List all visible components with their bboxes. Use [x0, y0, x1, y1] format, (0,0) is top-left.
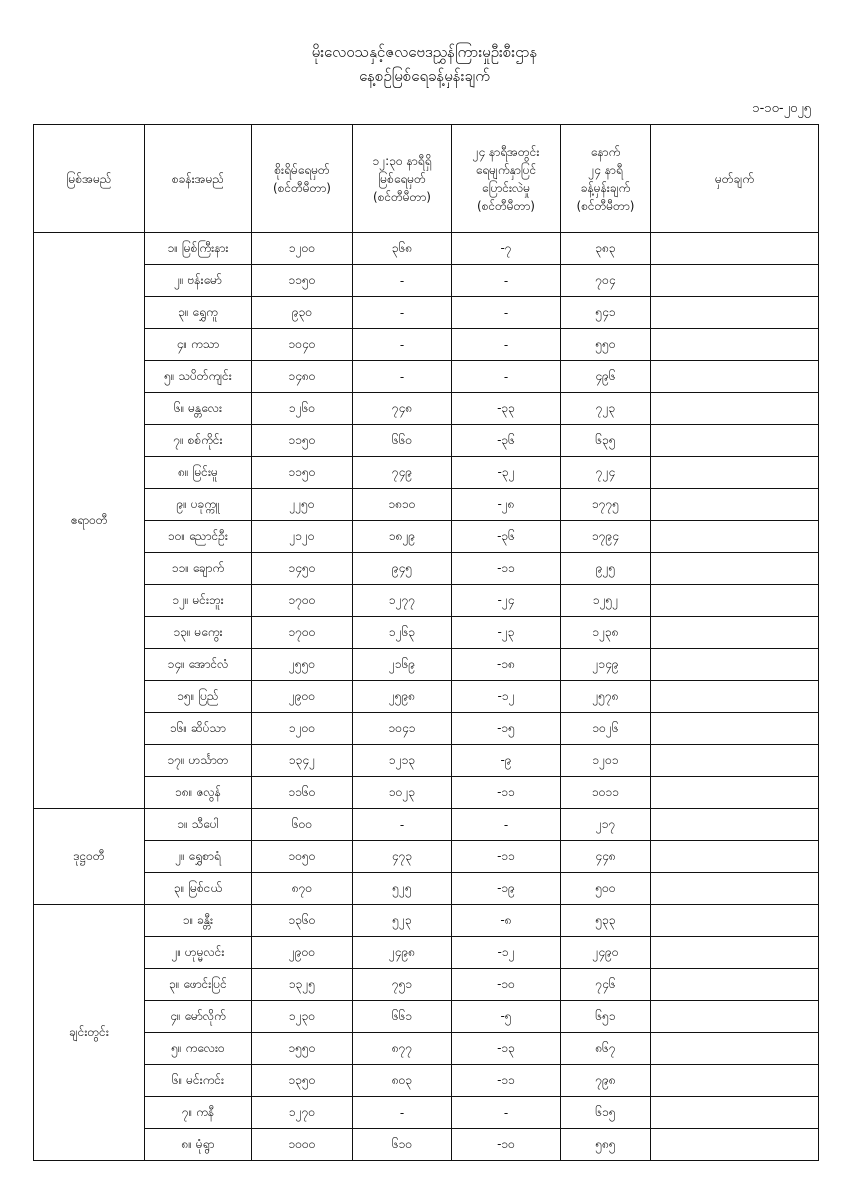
table-row	[34, 841, 819, 873]
water-level-cell: -	[353, 329, 452, 361]
remark-cell	[651, 681, 819, 713]
table-row	[34, 233, 819, 265]
forecast-cell: ၆၃၅	[561, 425, 651, 457]
station-cell: ၂။ ဟုမ္မလင်း	[145, 937, 252, 969]
danger-level-cell: ၁၃၂၅	[252, 969, 353, 1001]
table-row	[34, 649, 819, 681]
water-level-cell: -	[353, 1097, 452, 1129]
table-row	[34, 553, 819, 585]
table-row	[34, 809, 819, 841]
station-cell: ၆။ မန္တလေး	[145, 393, 252, 425]
danger-level-cell: ၁၅၅၀	[252, 1033, 353, 1065]
water-level-cell: ၁၀၄၁	[353, 713, 452, 745]
table-row	[34, 489, 819, 521]
water-level-cell: ၁၂၇၇	[353, 585, 452, 617]
table-body	[34, 233, 819, 1161]
table-row	[34, 745, 819, 777]
table-row	[34, 617, 819, 649]
forecast-cell: ၇၂၃	[561, 393, 651, 425]
remark-cell	[651, 905, 819, 937]
change-cell: -၅	[452, 1001, 561, 1033]
change-cell: -၁၁	[452, 841, 561, 873]
water-level-cell: ၈၀၃	[353, 1065, 452, 1097]
remark-cell	[651, 1129, 819, 1161]
danger-level-cell: ၁၀၀၀	[252, 1129, 353, 1161]
forecast-cell: ၈၆၇	[561, 1033, 651, 1065]
change-cell: -	[452, 1097, 561, 1129]
station-cell: ၇။ ကနီ	[145, 1097, 252, 1129]
forecast-cell: ၅၅၀	[561, 329, 651, 361]
forecast-cell: ၅၄၁	[561, 297, 651, 329]
forecast-cell: ၁၂၅၂	[561, 585, 651, 617]
water-level-cell: ၂၁၆၉	[353, 649, 452, 681]
forecast-cell: ၇၂၄	[561, 457, 651, 489]
forecast-cell: ၇၀၄	[561, 265, 651, 297]
change-cell: -၇	[452, 233, 561, 265]
table-row	[34, 361, 819, 393]
change-cell: -၁၅	[452, 713, 561, 745]
change-cell: -၁၀	[452, 969, 561, 1001]
forecast-cell: ၇၉၈	[561, 1065, 651, 1097]
danger-level-cell: ၆၀၀	[252, 809, 353, 841]
danger-level-cell: ၂၂၅၀	[252, 489, 353, 521]
change-cell: -၁၃	[452, 1033, 561, 1065]
water-level-cell: ၄၇၃	[353, 841, 452, 873]
table-row	[34, 1097, 819, 1129]
danger-level-cell: ၁၃၅၀	[252, 1065, 353, 1097]
station-cell: ၁၂။ မင်းဘူး	[145, 585, 252, 617]
water-level-cell: ၁၂၆၃	[353, 617, 452, 649]
table-row	[34, 329, 819, 361]
water-level-cell: -	[353, 265, 452, 297]
danger-level-cell: ၁၇၀၀	[252, 585, 353, 617]
station-cell: ၉။ ပခုက္ကူ	[145, 489, 252, 521]
remark-cell	[651, 713, 819, 745]
danger-level-cell: ၁၂၀၀	[252, 233, 353, 265]
change-cell: -၂၃	[452, 617, 561, 649]
forecast-cell: ၁၂၀၁	[561, 745, 651, 777]
station-cell: ၄။ ကသာ	[145, 329, 252, 361]
change-cell: -	[452, 809, 561, 841]
change-cell: -	[452, 297, 561, 329]
danger-level-cell: ၁၁၆၀	[252, 777, 353, 809]
header-level-1230: ၁၂:၃၀ နာရီရှိ မြစ်ရေမှတ် (စင်တီမီတာ)	[353, 125, 452, 233]
water-level-cell: ၉၄၅	[353, 553, 452, 585]
forecast-cell: ၂၁၇	[561, 809, 651, 841]
table-row	[34, 1129, 819, 1161]
water-level-cell: -	[353, 361, 452, 393]
table-row	[34, 681, 819, 713]
danger-level-cell: ၁၁၅၀	[252, 425, 353, 457]
remark-cell	[651, 649, 819, 681]
table-row	[34, 265, 819, 297]
danger-level-cell: ၁၂၇၀	[252, 1097, 353, 1129]
station-cell: ၇။ စစ်ကိုင်း	[145, 425, 252, 457]
header-forecast-24h: နောက် ၂၄ နာရီ ခန့်မှန်းချက် (စင်တီမီတာ)	[561, 125, 651, 233]
table-row	[34, 393, 819, 425]
report-date: ၁-၁၀-၂၀၂၅	[752, 101, 811, 116]
forecast-cell: ၇၄၆	[561, 969, 651, 1001]
header-change-24h: ၂၄ နာရီအတွင်း ရေမျက်နှာပြင် ပြောင်းလဲမှု (စင်တီမီတာ)	[452, 125, 561, 233]
remark-cell	[651, 585, 819, 617]
remark-cell	[651, 1001, 819, 1033]
danger-level-cell: ၁၀၅၀	[252, 841, 353, 873]
water-level-cell: -	[353, 809, 452, 841]
forecast-cell: ၄၉၆	[561, 361, 651, 393]
station-cell: ၁၀။ ညောင်ဦး	[145, 521, 252, 553]
forecast-cell: ၆၅၁	[561, 1001, 651, 1033]
table-row	[34, 585, 819, 617]
table-row	[34, 457, 819, 489]
remark-cell	[651, 265, 819, 297]
danger-level-cell: ၁၀၄၀	[252, 329, 353, 361]
station-cell: ၁၃။ မကွေး	[145, 617, 252, 649]
danger-level-cell: ၂၅၅၀	[252, 649, 353, 681]
river-level-table	[33, 124, 819, 1161]
remark-cell	[651, 457, 819, 489]
report-title: မိုးလေဝသနှင့်ဇလဗေဒညွှန်ကြားမှုဦးစီးဌာန	[311, 43, 538, 61]
danger-level-cell: ၉၃၀	[252, 297, 353, 329]
remark-cell	[651, 937, 819, 969]
table-row	[34, 297, 819, 329]
station-cell: ၁။ သီပေါ	[145, 809, 252, 841]
remark-cell	[651, 393, 819, 425]
station-cell: ၁။ မြစ်ကြီးနား	[145, 233, 252, 265]
station-cell: ၂။ ဗန်းမော်	[145, 265, 252, 297]
table-row	[34, 1001, 819, 1033]
water-level-cell: -	[353, 297, 452, 329]
change-cell: -၂၈	[452, 489, 561, 521]
station-cell: ၈။ မြင်းမူ	[145, 457, 252, 489]
remark-cell	[651, 553, 819, 585]
header-river: မြစ်အမည်	[34, 125, 145, 233]
table-row	[34, 969, 819, 1001]
remark-cell	[651, 841, 819, 873]
change-cell: -၁၉	[452, 873, 561, 905]
change-cell: -၃၆	[452, 425, 561, 457]
water-level-cell: ၆၁၀	[353, 1129, 452, 1161]
river-name-cell: ချင်းတွင်း	[34, 905, 145, 1161]
change-cell: -၁၂	[452, 681, 561, 713]
forecast-cell: ၁၇၇၅	[561, 489, 651, 521]
station-cell: ၁၄။ အောင်လံ	[145, 649, 252, 681]
change-cell: -	[452, 329, 561, 361]
change-cell: -၁၈	[452, 649, 561, 681]
change-cell: -၁၁	[452, 553, 561, 585]
remark-cell	[651, 425, 819, 457]
remark-cell	[651, 297, 819, 329]
water-level-cell: ၃၆၈	[353, 233, 452, 265]
danger-level-cell: ၁၁၅၀	[252, 457, 353, 489]
forecast-cell: ၅၈၅	[561, 1129, 651, 1161]
water-level-cell: ၁၀၂၃	[353, 777, 452, 809]
danger-level-cell: ၁၄၈၀	[252, 361, 353, 393]
remark-cell	[651, 809, 819, 841]
water-level-cell: ၂၅၉၈	[353, 681, 452, 713]
water-level-cell: ၆၆၀	[353, 425, 452, 457]
remark-cell	[651, 777, 819, 809]
remark-cell	[651, 361, 819, 393]
station-cell: ၆။ မင်းကင်း	[145, 1065, 252, 1097]
station-cell: ၈။ မုံရွာ	[145, 1129, 252, 1161]
danger-level-cell: ၁၄၅၀	[252, 553, 353, 585]
water-level-cell: ၁၂၁၃	[353, 745, 452, 777]
remark-cell	[651, 329, 819, 361]
danger-level-cell: ၁၂၃၀	[252, 1001, 353, 1033]
station-cell: ၂။ ရွှေစာရံ	[145, 841, 252, 873]
forecast-cell: ၁၇၉၄	[561, 521, 651, 553]
danger-level-cell: ၂၁၂၀	[252, 521, 353, 553]
remark-cell	[651, 1065, 819, 1097]
danger-level-cell: ၂၉၀၀	[252, 681, 353, 713]
header-station: စခန်းအမည်	[145, 125, 252, 233]
station-cell: ၃။ မြစ်ငယ်	[145, 873, 252, 905]
water-level-cell: ၁၈၁၀	[353, 489, 452, 521]
change-cell: -၁၁	[452, 1065, 561, 1097]
table-row	[34, 873, 819, 905]
change-cell: -၁၁	[452, 777, 561, 809]
change-cell: -၈	[452, 905, 561, 937]
forecast-cell: ၆၁၅	[561, 1097, 651, 1129]
change-cell: -၃၃	[452, 393, 561, 425]
station-cell: ၃။ ဖောင်းပြင်	[145, 969, 252, 1001]
header-remarks: မှတ်ချက်	[651, 125, 819, 233]
danger-level-cell: ၁၃၄၂	[252, 745, 353, 777]
water-level-cell: ၅၂၅	[353, 873, 452, 905]
danger-level-cell: ၈၇၀	[252, 873, 353, 905]
forecast-cell: ၅၀၀	[561, 873, 651, 905]
station-cell: ၁၇။ ဟင်္သာတ	[145, 745, 252, 777]
remark-cell	[651, 617, 819, 649]
table-row	[34, 1033, 819, 1065]
forecast-cell: ၂၅၇၈	[561, 681, 651, 713]
danger-level-cell: ၁၂၆၀	[252, 393, 353, 425]
table-row	[34, 777, 819, 809]
change-cell: -၂၄	[452, 585, 561, 617]
change-cell: -၁၀	[452, 1129, 561, 1161]
table-header-row	[34, 125, 819, 233]
change-cell: -	[452, 265, 561, 297]
river-name-cell: ဧရာဝတီ	[34, 233, 145, 809]
station-cell: ၄။ မော်လိုက်	[145, 1001, 252, 1033]
water-level-cell: ၅၂၃	[353, 905, 452, 937]
water-level-cell: ၇၄၉	[353, 457, 452, 489]
remark-cell	[651, 1033, 819, 1065]
table-row	[34, 521, 819, 553]
water-level-cell: ၁၈၂၉	[353, 521, 452, 553]
forecast-cell: ၁၀၁၁	[561, 777, 651, 809]
station-cell: ၁။ ခန္တီး	[145, 905, 252, 937]
station-cell: ၁၅။ ပြည်	[145, 681, 252, 713]
water-level-cell: ၈၇၇	[353, 1033, 452, 1065]
report-subtitle: နေ့စဉ်မြစ်ရေခန့်မှန်းချက်	[359, 67, 490, 85]
header-danger-level: စိုးရိမ်ရေမှတ် (စင်တီမီတာ)	[252, 125, 353, 233]
danger-level-cell: ၁၃၆၀	[252, 905, 353, 937]
table-row	[34, 1065, 819, 1097]
forecast-cell: ၂၄၉၀	[561, 937, 651, 969]
table-row	[34, 713, 819, 745]
danger-level-cell: ၁၂၀၀	[252, 713, 353, 745]
remark-cell	[651, 233, 819, 265]
remark-cell	[651, 1097, 819, 1129]
forecast-cell: ၅၃၃	[561, 905, 651, 937]
water-level-cell: ၆၆၁	[353, 1001, 452, 1033]
remark-cell	[651, 521, 819, 553]
danger-level-cell: ၂၉၀၀	[252, 937, 353, 969]
forecast-cell: ၉၂၅	[561, 553, 651, 585]
change-cell: -၉	[452, 745, 561, 777]
remark-cell	[651, 873, 819, 905]
water-level-cell: ၇၅၁	[353, 969, 452, 1001]
forecast-cell: ၃၈၃	[561, 233, 651, 265]
change-cell: -	[452, 361, 561, 393]
change-cell: -၃၆	[452, 521, 561, 553]
remark-cell	[651, 489, 819, 521]
station-cell: ၁၆။ ဆိပ်သာ	[145, 713, 252, 745]
danger-level-cell: ၁၇၀၀	[252, 617, 353, 649]
change-cell: -၁၂	[452, 937, 561, 969]
water-level-cell: ၇၄၈	[353, 393, 452, 425]
forecast-cell: ၂၁၄၉	[561, 649, 651, 681]
station-cell: ၁၈။ ဇလွန်	[145, 777, 252, 809]
station-cell: ၁၁။ ချောက်	[145, 553, 252, 585]
table-row	[34, 425, 819, 457]
water-level-cell: ၂၄၉၈	[353, 937, 452, 969]
forecast-cell: ၁၀၂၆	[561, 713, 651, 745]
river-name-cell: ဒုဋ္ဌဝတီ	[34, 809, 145, 905]
forecast-cell: ၄၄၈	[561, 841, 651, 873]
remark-cell	[651, 969, 819, 1001]
station-cell: ၅။ ကလေးဝ	[145, 1033, 252, 1065]
remark-cell	[651, 745, 819, 777]
table-row	[34, 937, 819, 969]
forecast-cell: ၁၂၃၈	[561, 617, 651, 649]
danger-level-cell: ၁၁၅၀	[252, 265, 353, 297]
change-cell: -၃၂	[452, 457, 561, 489]
station-cell: ၃။ ရွှေကူ	[145, 297, 252, 329]
station-cell: ၅။ သပိတ်ကျင်း	[145, 361, 252, 393]
table-row	[34, 905, 819, 937]
